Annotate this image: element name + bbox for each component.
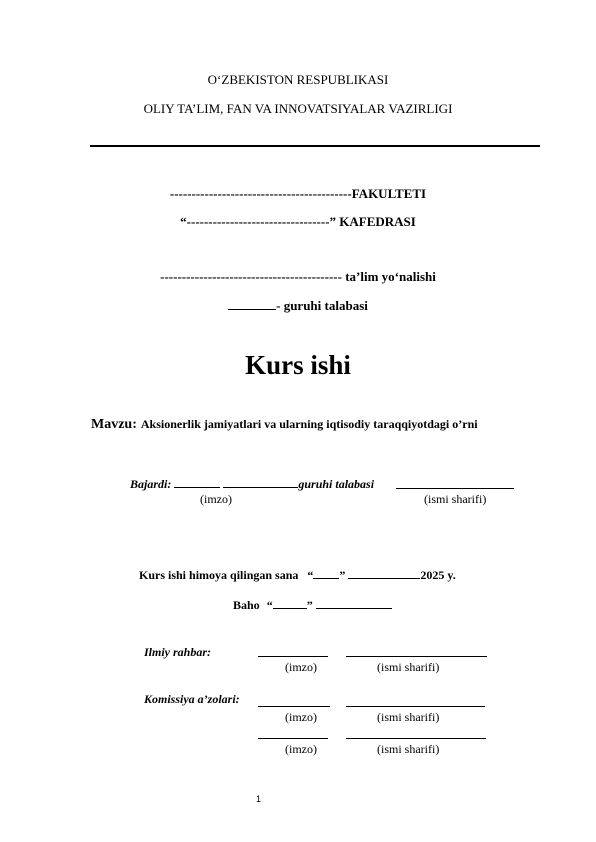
group-blank bbox=[228, 297, 276, 310]
ministry-header-line1: O‘ZBEKISTON RESPUBLIKASI bbox=[207, 72, 389, 87]
defense-label: Kurs ishi himoya qilingan sana bbox=[139, 568, 299, 582]
grade-value-blank bbox=[273, 596, 307, 609]
commission-1-signature-blank bbox=[258, 706, 330, 707]
commission-label: Komissiya a’zolari: bbox=[144, 692, 240, 706]
performed-label: Bajardi: bbox=[130, 477, 172, 491]
grade-words-blank bbox=[316, 596, 392, 609]
supervisor-label: Ilmiy rahbar: bbox=[144, 645, 212, 659]
group-student-label: - guruhi talabasi bbox=[276, 298, 368, 313]
commission-2-signature-blank bbox=[258, 738, 328, 739]
defense-year: 2025 y. bbox=[420, 568, 456, 582]
grade-quote-close: ” bbox=[306, 598, 313, 612]
defense-quote-open: “ bbox=[307, 568, 314, 582]
faculty-line bbox=[0, 186, 596, 202]
department-line: “---------------------------------” KAFEDRASI bbox=[180, 214, 416, 229]
page-number: 1 bbox=[256, 794, 262, 804]
commission-1-imzo-caption: (imzo) bbox=[285, 710, 317, 724]
commission-1-name-blank bbox=[346, 706, 485, 707]
grade-label: Baho bbox=[233, 598, 260, 612]
grade-line bbox=[233, 596, 392, 613]
defense-day-blank bbox=[313, 566, 339, 579]
header-rule bbox=[90, 145, 540, 147]
performed-group-blank bbox=[223, 475, 298, 488]
performed-line bbox=[130, 475, 374, 492]
supervisor-imzo-caption: (imzo) bbox=[285, 660, 317, 674]
topic-text: Aksionerlik jamiyatlari va ularning iqtisodiy taraqqiyotdagi o’rni bbox=[140, 417, 478, 431]
commission-2-ismi-caption: (ismi sharifi) bbox=[377, 742, 440, 756]
document-title: Kurs ishi bbox=[245, 350, 351, 380]
performed-group-label: guruhi talabasi bbox=[298, 477, 375, 491]
direction-line bbox=[0, 269, 596, 285]
performed-signature-blank bbox=[174, 475, 220, 488]
supervisor-name-blank bbox=[346, 656, 487, 657]
commission-2-imzo-caption: (imzo) bbox=[285, 742, 317, 756]
performed-imzo-caption: (imzo) bbox=[200, 492, 232, 506]
grade-quote-open: “ bbox=[266, 598, 273, 612]
faculty-label: FAKULTETI bbox=[351, 186, 427, 201]
ministry-header-line2: OLIY TA’LIM, FAN VA INNOVATSIYALAR VAZIRLIGI bbox=[143, 101, 453, 116]
supervisor-signature-blank bbox=[258, 656, 328, 657]
commission-1-ismi-caption: (ismi sharifi) bbox=[377, 710, 440, 724]
performed-ismi-caption: (ismi sharifi) bbox=[424, 492, 487, 506]
faculty-dashes: ------------------------------------------ bbox=[169, 186, 352, 201]
commission-2-name-blank bbox=[346, 738, 486, 739]
topic-line bbox=[91, 415, 478, 433]
performed-name-blank bbox=[396, 488, 514, 489]
defense-date-line bbox=[139, 566, 456, 583]
direction-dashes: ------------------------------------------ bbox=[160, 269, 342, 284]
defense-quote-close: ” bbox=[339, 568, 346, 582]
direction-label: ta’lim yo‘nalishi bbox=[341, 269, 436, 284]
topic-label: Mavzu: bbox=[91, 417, 137, 432]
defense-month-blank bbox=[348, 566, 420, 579]
group-student-line bbox=[0, 297, 596, 314]
supervisor-ismi-caption: (ismi sharifi) bbox=[377, 660, 440, 674]
